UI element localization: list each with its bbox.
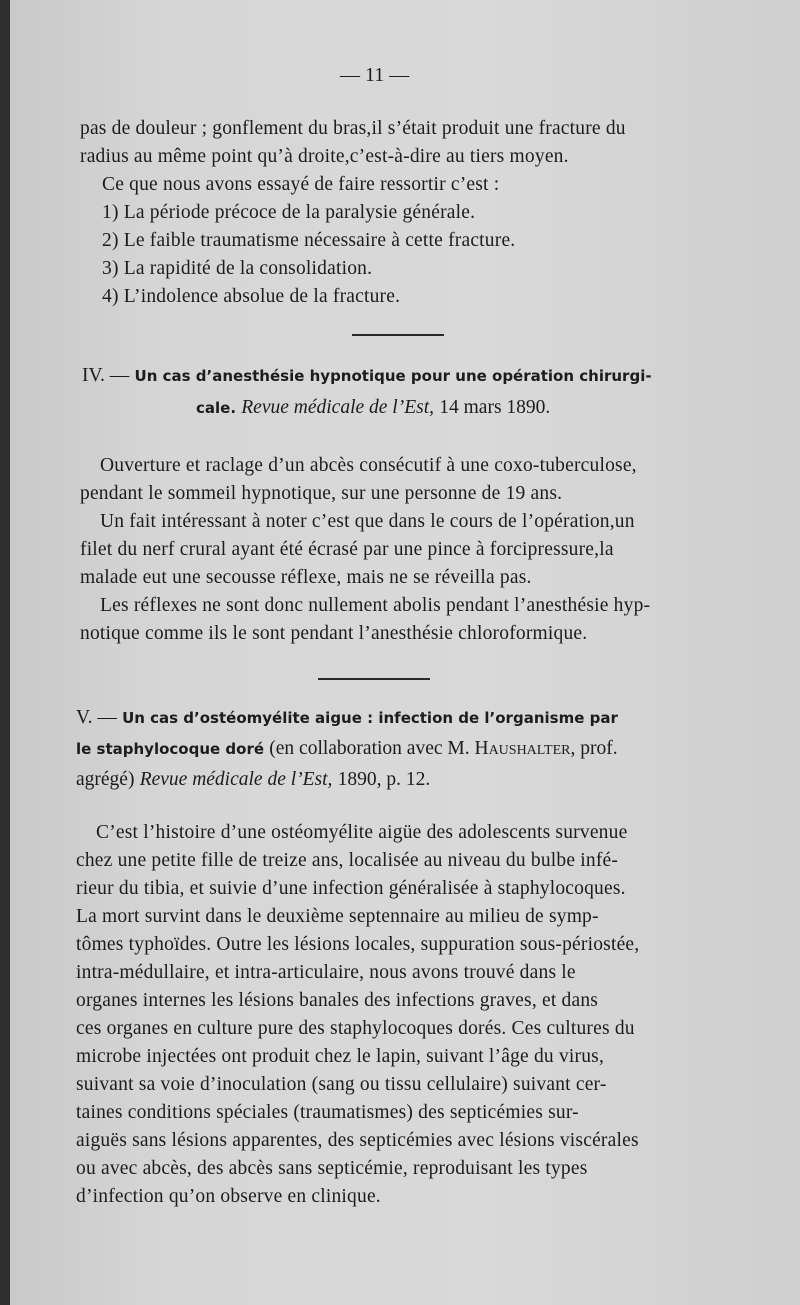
collaborator-name: Haushalter [474, 738, 571, 759]
list-item: 4) L’indolence absolue de la fracture. [102, 286, 401, 307]
paragraph-line: Les réflexes ne sont donc nullement abolis pendant l’anesthésie hyp- [100, 595, 651, 616]
list-item: 1) La période précoce de la paralysie générale. [102, 202, 476, 223]
section-title: Un cas d’ostéomyélite aigue : infection de l’organisme par [122, 709, 618, 727]
paragraph-line: La mort survint dans le deuxième septennaire au milieu de symp- [76, 906, 599, 927]
paragraph-line: pendant le sommeil hypnotique, sur une personne de 19 ans. [80, 483, 563, 504]
section-divider [318, 678, 430, 680]
section-title: Un cas d’anesthésie hypnotique pour une opération chirurgi- [134, 367, 652, 385]
intro-line: radius au même point qu’à droite,c’est-à-dire au tiers moyen. [80, 146, 569, 167]
collaboration-note: (en collaboration avec M. [269, 738, 470, 759]
list-item: 3) La rapidité de la consolidation. [102, 258, 373, 279]
paragraph-line: suivant sa voie d’inoculation (sang ou tissu cellulaire) suivant cer- [76, 1074, 607, 1095]
paragraph-line: notique comme ils le sont pendant l’anesthésie chloroformique. [80, 623, 588, 644]
section-divider [352, 334, 444, 336]
publication-ref: 1890, p. 12. [337, 769, 431, 790]
intro-line: Ce que nous avons essayé de faire ressortir c’est : [102, 174, 500, 195]
book-page [10, 0, 800, 1305]
paragraph-line: aiguës sans lésions apparentes, des septicémies avec lésions viscérales [76, 1130, 639, 1151]
paragraph-line: tômes typhoïdes. Outre les lésions locales, suppuration sous-périostée, [76, 934, 640, 955]
paragraph-line: filet du nerf crural ayant été écrasé par une pince à forcipressure,la [80, 539, 614, 560]
section-title-end: cale. [196, 399, 237, 417]
section-heading-v [76, 706, 618, 730]
section-title-end: le staphylocoque doré [76, 740, 265, 758]
section-numeral: V. — [76, 707, 117, 728]
section-heading-iv [82, 364, 652, 388]
paragraph-line: ces organes en culture pure des staphylocoques dorés. Ces cultures du [76, 1018, 635, 1039]
section-heading-v-cont [76, 737, 618, 761]
journal-name: Revue médicale de l’Est, [139, 769, 333, 790]
paragraph-line: Ouverture et raclage d’un abcès consécutif à une coxo-tuberculose, [100, 455, 637, 476]
paragraph-line: intra-médullaire, et intra-articulaire, nous avons trouvé dans le [76, 962, 576, 983]
collaboration-note-end: , prof. [570, 738, 618, 759]
paragraph-line: microbe injectées ont produit chez le lapin, suivant l’âge du virus, [76, 1046, 605, 1067]
collaborator-title: agrégé) [76, 769, 135, 790]
paragraph-line: malade eut une secousse réflexe, mais ne se réveilla pas. [80, 567, 532, 588]
scan-edge [0, 0, 10, 1305]
paragraph-line: ou avec abcès, des abcès sans septicémie, reproduisant les types [76, 1158, 588, 1179]
page-number: — 11 — [340, 64, 410, 86]
section-heading-v-cont2 [76, 768, 430, 792]
paragraph-line: taines conditions spéciales (traumatismes) des septicémies sur- [76, 1102, 579, 1123]
paragraph-line: Un fait intéressant à noter c’est que dans le cours de l’opération,un [100, 511, 635, 532]
section-heading-iv-cont [196, 396, 550, 420]
paragraph-line: d’infection qu’on observe en clinique. [76, 1186, 381, 1207]
paragraph-line: chez une petite fille de treize ans, localisée au niveau du bulbe infé- [76, 850, 619, 871]
list-item: 2) Le faible traumatisme nécessaire à cette fracture. [102, 230, 516, 251]
publication-date: 14 mars 1890. [439, 397, 551, 418]
section-numeral: IV. — [82, 365, 130, 386]
paragraph-line: C’est l’histoire d’une ostéomyélite aigüe des adolescents survenue [96, 822, 628, 843]
journal-name: Revue médicale de l’Est, [241, 397, 435, 418]
paragraph-line: organes internes les lésions banales des infections graves, et dans [76, 990, 599, 1011]
paragraph-line: rieur du tibia, et suivie d’une infection généralisée à staphylocoques. [76, 878, 626, 899]
intro-line: pas de douleur ; gonflement du bras,il s’était produit une fracture du [80, 118, 626, 139]
